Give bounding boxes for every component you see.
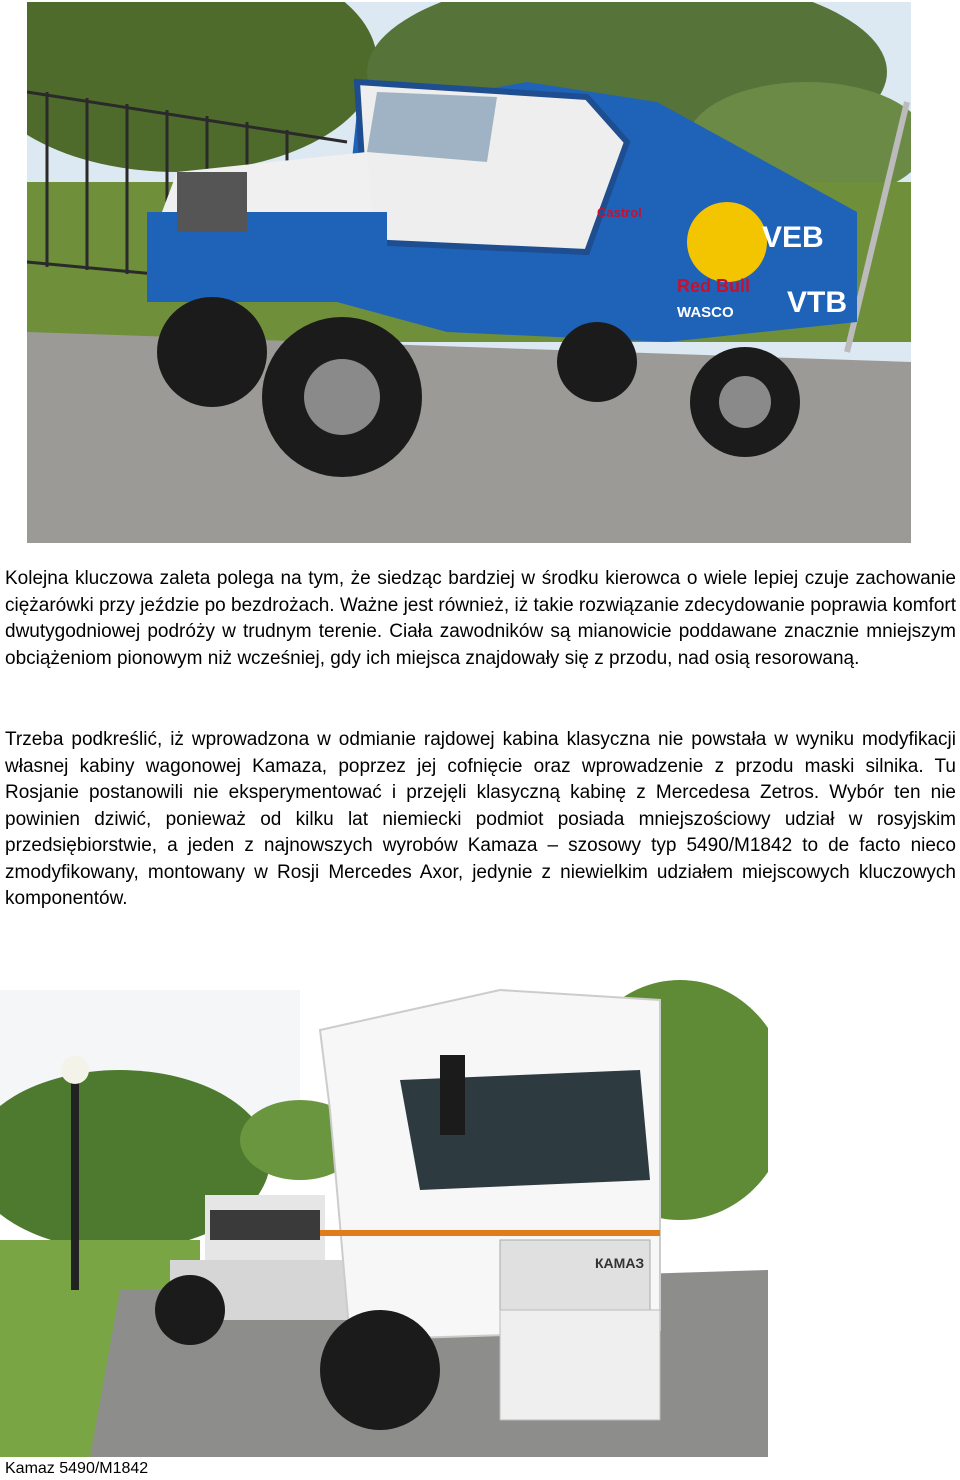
body-paragraph-2: Trzeba podkreślić, iż wprowadzona w odmianie rajdowej kabina klasyczna nie powstała w wyniku modyfikacji własnej kabiny wagonowej Kamaza, poprzez jej cofnięcie oraz wprowadzenie z przodu maski silnika. Tu Rosjanie postanowili nie eksperymentować i przejęli klasyczną kabinę z Mercedesa Zetros. Wybór ten nie powinien dziwić, ponieważ od kilku lat niemiecki podmiot posiada mniejszościowy udział w rosyjskim przedsiębiorstwie, a jeden z najnowszych wyrobów Kamaza – szosowy typ 5490/M1842 to de facto nieco zmodyfikowany, montowany w Rosji Mercedes Axor, jedynie z niewielkim udziałem miejscowych kluczowych komponentów. <box>5 729 956 909</box>
livery-logo-vtb: VTB <box>787 286 847 319</box>
kamaz-logo: КАМАЗ <box>595 1255 645 1271</box>
livery-logo-redbull: Red Bull <box>677 276 751 296</box>
photo-caption: Kamaz 5490/M1842 <box>5 1460 149 1477</box>
body-paragraph-1: Kolejna kluczowa zaleta polega na tym, że siedząc bardziej w środku kierowca o wiele lepiej czuje zachowanie ciężarówki przy jeździe po bezdrożach. Ważne jest również, iż takie rozwiązanie zdecydowanie poprawia komfort dwutygodniowej podróży w trudnym terenie. Ciała zawodników są mianowicie poddawane znacznie mniejszym obciążeniom pionowym niż wcześniej, gdy ich miejsca znajdowały się z przodu, nad osią resorowaną. <box>5 568 956 669</box>
kamaz-truck-photo <box>0 970 768 1457</box>
livery-logo-veb: VEB <box>762 221 824 254</box>
livery-logo-wasco: WASCO <box>677 304 734 321</box>
rally-truck-photo <box>27 2 911 543</box>
livery-logo-castrol: Castrol <box>597 205 642 220</box>
